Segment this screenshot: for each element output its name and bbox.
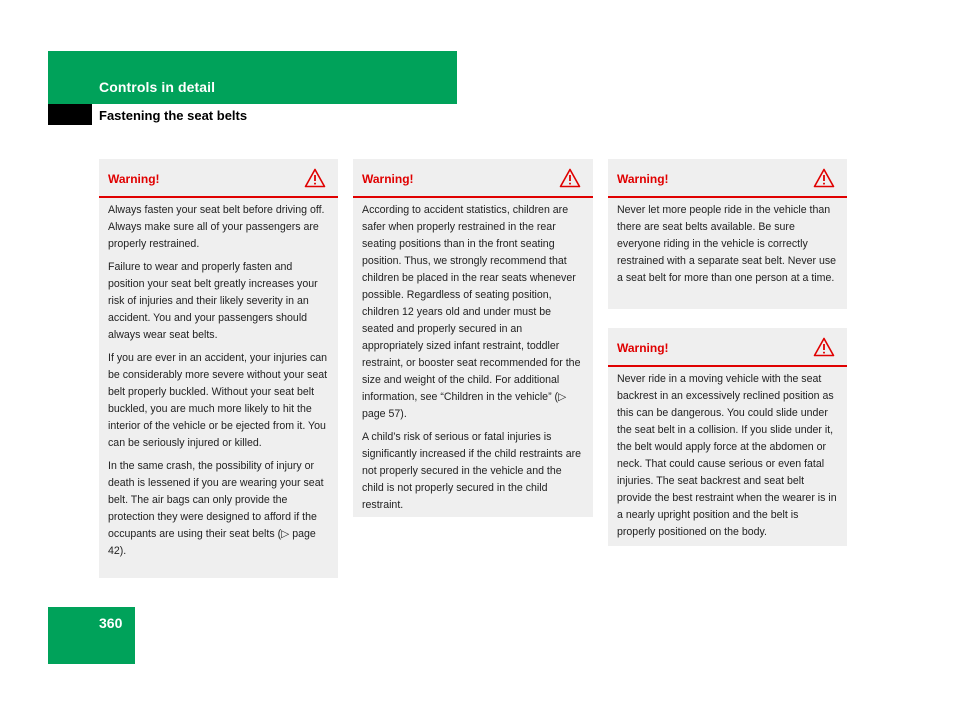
- warning-label: Warning!: [362, 172, 414, 186]
- warning-triangle-icon: [304, 168, 326, 188]
- warning-box-seatbelt: [99, 159, 338, 578]
- warning-paragraph: If you are ever in an accident, your injuries can be considerably more severe without your seat belt properly buckled. Without your seat belt buckled, you are much more likely to hit the interior of the vehicle or be ejected from it. You can be seriously injured or killed.: [108, 352, 328, 449]
- warning-body: [608, 367, 847, 553]
- header-band: [48, 51, 457, 104]
- page-number: 360: [99, 615, 123, 631]
- header-marker: [48, 104, 92, 125]
- warning-triangle-icon: [813, 168, 835, 188]
- warning-paragraph: In the same crash, the possibility of injury or death is lessened if you are wearing your seat belt. The air bags can only provide the protection they were designed to afford if the occupants are using their seat belts (▷ page 42).: [108, 460, 324, 557]
- warning-paragraph: Never ride in a moving vehicle with the seat backrest in an excessively reclined position as this can be dangerous. You could slide under the seat belt in a collision. If you slide under it, the belt would apply force at the abdomen or neck. That could cause serious or even fatal injuries. The seat backrest and seat belt provide the best restraint when the wearer is in a nearly upright position and the belt is properly positioned on the body.: [617, 373, 837, 538]
- warning-paragraph: Never let more people ride in the vehicle than there are seat belts available. Be sure everyone riding in the vehicle is correctly restrained with a separate seat belt. Never use a seat belt for more than one person at a time.: [617, 204, 837, 284]
- section-title: Controls in detail: [99, 79, 216, 95]
- warning-label: Warning!: [617, 341, 669, 355]
- warning-box-occupancy: [608, 159, 847, 309]
- subsection-title: Fastening the seat belts: [99, 108, 248, 123]
- warning-body: [99, 198, 338, 572]
- warning-label: Warning!: [108, 172, 160, 186]
- warning-body: [608, 198, 847, 299]
- warning-paragraph: A child’s risk of serious or fatal injuries is significantly increased if the child restraints are not properly secured in the vehicle and the child is not properly secured in the child restraint.: [362, 431, 582, 511]
- warning-header: [353, 159, 593, 198]
- warning-body: [353, 198, 593, 526]
- warning-label: Warning!: [617, 172, 669, 186]
- warning-paragraph: Failure to wear and properly fasten and position your seat belt greatly increases your risk of injuries and their likely severity in an accident. You and your passengers should always wear seat belts.: [108, 261, 318, 341]
- warning-paragraph: Always fasten your seat belt before driving off. Always make sure all of your passengers are properly restrained.: [108, 204, 325, 250]
- warning-box-children: [353, 159, 593, 517]
- warning-box-backrest: [608, 328, 847, 546]
- warning-header: [608, 328, 847, 367]
- warning-header: [608, 159, 847, 198]
- warning-header: [99, 159, 338, 198]
- warning-paragraph: According to accident statistics, children are safer when properly restrained in the rear seating positions than in the front seating position. Thus, we strongly recommend that children be placed in the rear seats whenever possible. Regardless of seating position, children 12 years old and under must be seated and properly secured in an appropriately sized infant restraint, toddler restraint, or booster seat recommended for the size and weight of the child. For additional information, see “Children in the vehicle” (▷ page 57).: [362, 204, 581, 420]
- warning-triangle-icon: [813, 337, 835, 357]
- warning-triangle-icon: [559, 168, 581, 188]
